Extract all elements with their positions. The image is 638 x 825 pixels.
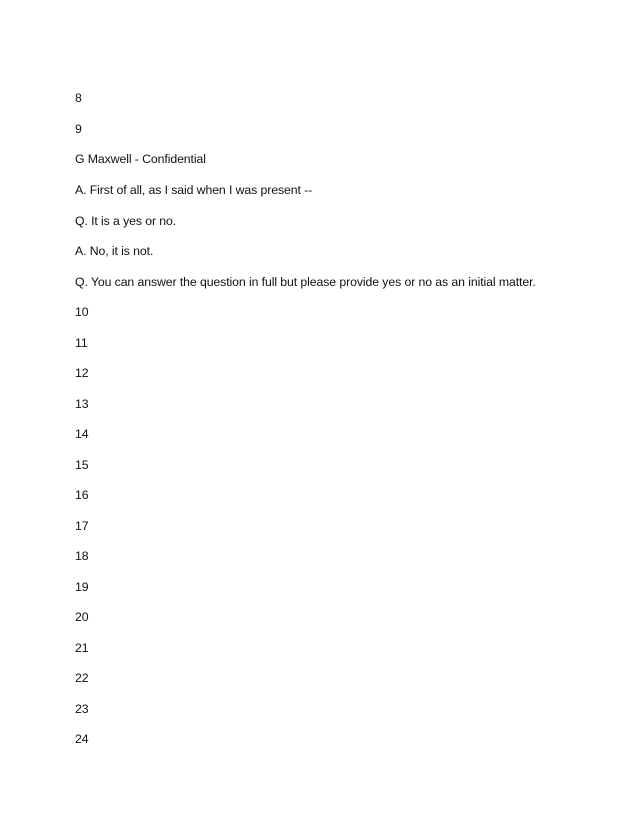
line-number-12: 12 (75, 366, 89, 380)
line-number-14: 14 (75, 427, 89, 441)
line-number-16: 16 (75, 488, 89, 502)
line-number-20: 20 (75, 610, 89, 624)
line-number-18: 18 (75, 549, 89, 563)
line-number-22: 22 (75, 671, 89, 685)
confidential-header: G Maxwell - Confidential (75, 152, 206, 166)
line-number-13: 13 (75, 397, 89, 411)
transcript-answer-2: A. No, it is not. (75, 244, 154, 258)
transcript-question-2: Q. You can answer the question in full but please provide yes or no as an initial matter. (75, 275, 536, 289)
line-number-8: 8 (75, 91, 82, 105)
transcript-question-1: Q. It is a yes or no. (75, 214, 177, 228)
line-number-19: 19 (75, 580, 89, 594)
line-number-10: 10 (75, 305, 89, 319)
line-number-11: 11 (75, 336, 88, 350)
transcript-answer-1: A. First of all, as I said when I was present -- (75, 183, 313, 197)
line-number-23: 23 (75, 702, 89, 716)
line-number-21: 21 (75, 641, 89, 655)
line-number-24: 24 (75, 732, 89, 746)
line-number-15: 15 (75, 458, 89, 472)
line-number-17: 17 (75, 519, 89, 533)
line-number-9: 9 (75, 122, 82, 136)
